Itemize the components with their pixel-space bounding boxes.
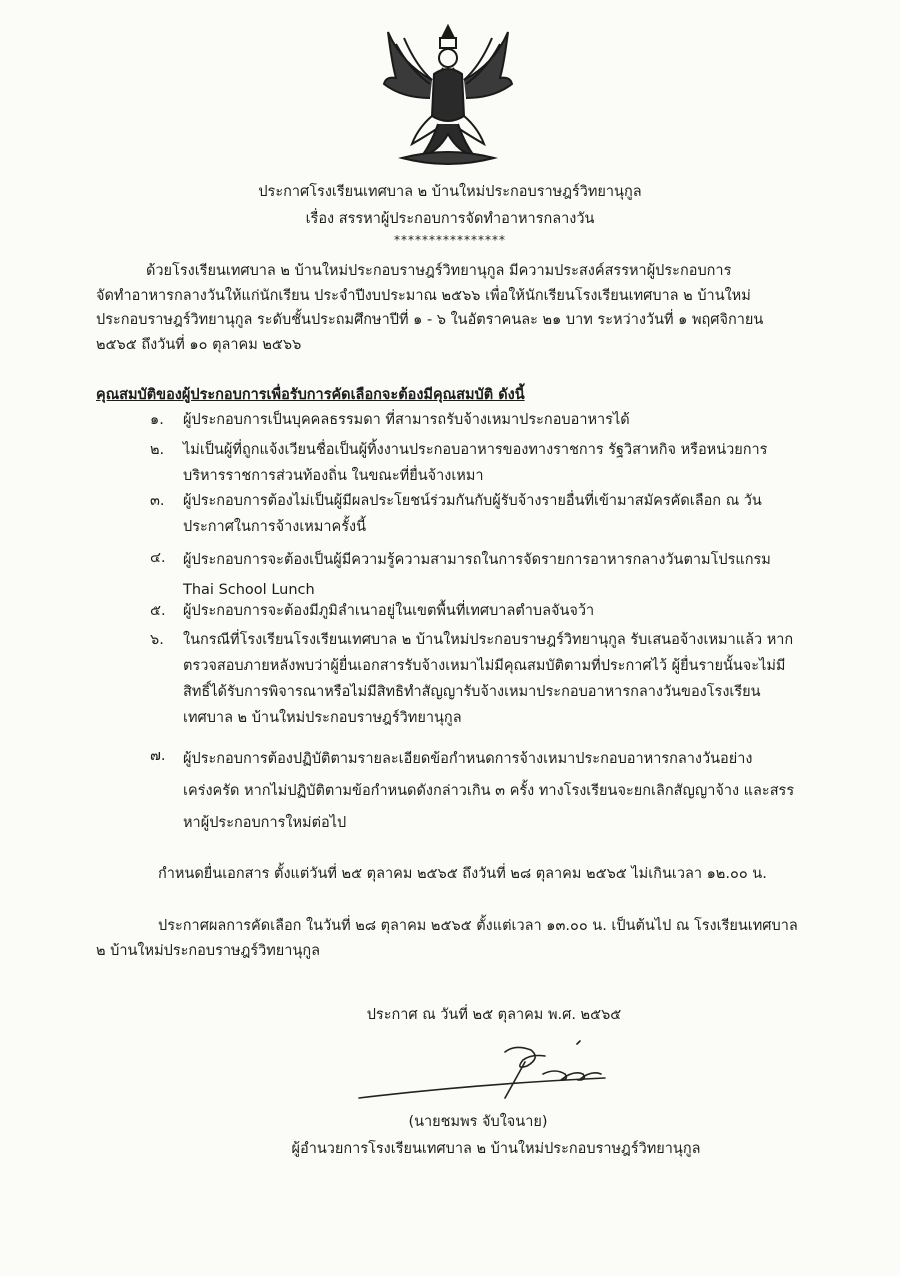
item-text	[183, 437, 767, 489]
announce-line-1: ประกาศผลการคัดเลือก ในวันที่ ๒๘ ตุลาคม ๒๕๖๕ ตั้งแต่เวลา ๑๓.๐๐ น. เป็นต้นไป ณ โรงเรียนเทศบาล	[158, 918, 798, 934]
item-text	[183, 407, 630, 433]
item-number: ๖.	[150, 632, 164, 648]
garuda-emblem-icon	[382, 24, 514, 172]
item-number: ๑.	[150, 412, 164, 428]
item-line: เคร่งครัด หากไม่ปฏิบัติตามข้อกำหนดดังกล่าวเกิน ๓ ครั้ง ทางโรงเรียนจะยกเลิกสัญญาจ้าง และสรร	[183, 783, 795, 799]
intro-paragraph	[96, 259, 831, 357]
item-line: ตรวจสอบภายหลังพบว่าผู้ยื่นเอกสารรับจ้างเหมาไม่มีคุณสมบัติตามที่ประกาศไว้ ผู้ยื่นรายนั้นจะไม่มี	[183, 658, 786, 674]
item-text	[183, 598, 594, 624]
item-line: ในกรณีที่โรงเรียนโรงเรียนเทศบาล ๒ บ้านใหม่ประกอบราษฎร์วิทยานุกูล รับเสนอจ้างเหมาแล้ว หาก	[183, 632, 794, 648]
star-divider: ****************	[394, 233, 506, 247]
intro-line-1: ด้วยโรงเรียนเทศบาล ๒ บ้านใหม่ประกอบราษฎร์วิทยานุกูล มีความประสงค์สรรหาผู้ประกอบการ	[146, 263, 732, 279]
signer-name: (นายชมพร จับใจนาย)	[408, 1114, 548, 1130]
item-line: Thai School Lunch	[183, 582, 315, 598]
item-line: ไม่เป็นผู้ที่ถูกแจ้งเวียนชื่อเป็นผู้ทิ้งงานประกอบอาหารของทางราชการ รัฐวิสาหกิจ หรือหน่วยการ	[183, 442, 768, 458]
item-number: ๗.	[150, 748, 166, 764]
item-text	[183, 545, 771, 605]
item-line: ผู้ประกอบการจะต้องมีภูมิลำเนาอยู่ในเขตพื้นที่เทศบาลตำบลจันจว้า	[183, 603, 595, 619]
announce-paragraph	[96, 914, 831, 963]
signer-position: ผู้อำนวยการโรงเรียนเทศบาล ๒ บ้านใหม่ประกอบราษฎร์วิทยานุกูล	[291, 1141, 701, 1157]
intro-line-3: ประกอบราษฎร์วิทยานุกูล ระดับชั้นประถมศึกษาปีที่ ๑ - ๖ ในอัตราคนละ ๒๑ บาท ระหว่างวันที่ ๑ พฤศจิกายน	[96, 312, 764, 328]
qualifications-heading: คุณสมบัติของผู้ประกอบการเพื่อรับการคัดเลือกจะต้องมีคุณสมบัติ ดังนี้	[96, 387, 525, 403]
item-line: เทศบาล ๒ บ้านใหม่ประกอบราษฎร์วิทยานุกูล	[183, 710, 462, 726]
announcement-title: ประกาศโรงเรียนเทศบาล ๒ บ้านใหม่ประกอบราษฎร์วิทยานุกูล	[258, 184, 642, 200]
item-line: หาผู้ประกอบการใหม่ต่อไป	[183, 815, 347, 831]
item-line: ผู้ประกอบการเป็นบุคคลธรรมดา ที่สามารถรับจ้างเหมาประกอบอาหารได้	[183, 412, 630, 428]
item-number: ๒.	[150, 442, 165, 458]
announce-line-2: ๒ บ้านใหม่ประกอบราษฎร์วิทยานุกูล	[96, 942, 321, 959]
intro-line-4: ๒๕๖๕ ถึงวันที่ ๑๐ ตุลาคม ๒๕๖๖	[96, 336, 302, 353]
date-line: ประกาศ ณ วันที่ ๒๕ ตุลาคม พ.ศ. ๒๕๖๕	[366, 1007, 622, 1023]
item-text	[183, 488, 762, 540]
item-text	[183, 627, 793, 731]
item-number: ๔.	[150, 550, 166, 566]
item-line: ประกาศในการจ้างเหมาครั้งนี้	[183, 519, 367, 535]
item-line: ผู้ประกอบการต้องไม่เป็นผู้มีผลประโยชน์ร่วมกันกับผู้รับจ้างรายอื่นที่เข้ามาสมัครคัดเลือก ณ วัน	[183, 493, 762, 509]
item-line: สิทธิ์ได้รับการพิจารณาหรือไม่มีสิทธิทำสัญญารับจ้างเหมาประกอบอาหารกลางวันของโรงเรียน	[183, 684, 761, 700]
item-line: ผู้ประกอบการจะต้องเป็นผู้มีความรู้ความสามารถในการจัดรายการอาหารกลางวันตามโปรแกรม	[183, 552, 771, 568]
subject-line: เรื่อง สรรหาผู้ประกอบการจัดทำอาหารกลางวัน	[305, 211, 595, 227]
handwritten-signature	[355, 1040, 615, 1110]
item-number: ๕.	[150, 603, 166, 619]
item-line: บริหารราชการส่วนท้องถิ่น ในขณะที่ยื่นจ้างเหมา	[183, 468, 484, 484]
item-number: ๓.	[150, 493, 165, 509]
deadline-line: กำหนดยื่นเอกสาร ตั้งแต่วันที่ ๒๕ ตุลาคม ๒๕๖๕ ถึงวันที่ ๒๘ ตุลาคม ๒๕๖๕ ไม่เกินเวลา ๑๒.๐๐ น.	[158, 866, 767, 882]
item-text	[183, 743, 794, 839]
intro-line-2: จัดทำอาหารกลางวันให้แก่นักเรียน ประจำปีงบประมาณ ๒๕๖๖ เพื่อให้นักเรียนโรงเรียนเทศบาล ๒ บ้านใหม่	[96, 287, 751, 304]
item-line: ผู้ประกอบการต้องปฏิบัติตามรายละเอียดข้อกำหนดการจ้างเหมาประกอบอาหารกลางวันอย่าง	[183, 751, 753, 767]
